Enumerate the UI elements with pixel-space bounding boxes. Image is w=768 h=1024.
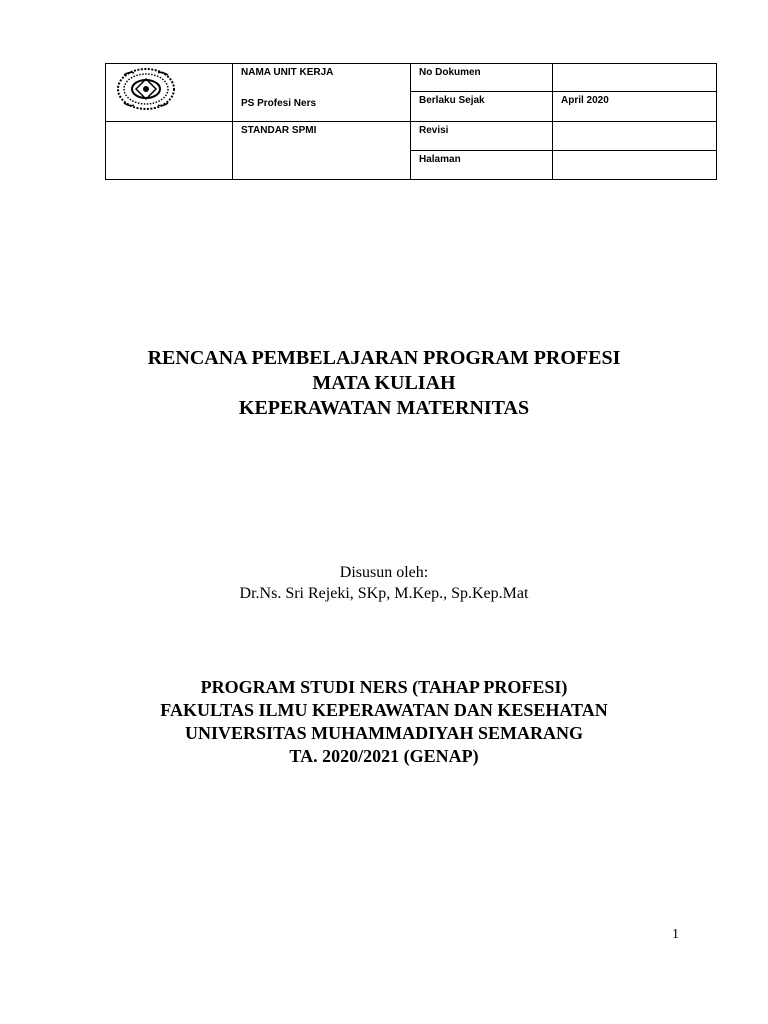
author-block [0,562,768,604]
institution-line-2: FAKULTAS ILMU KEPERAWATAN DAN KESEHATAN [160,700,608,720]
document-title [0,346,768,421]
author-name: Dr.Ns. Sri Rejeki, SKp, M.Kep., Sp.Kep.Mat [239,585,529,602]
author-label: Disusun oleh: [339,564,429,581]
row-value-halaman [553,150,717,179]
unit-cell [233,64,411,122]
row-value-revisi [553,122,717,150]
row-value-berlaku-sejak: April 2020 [553,92,717,122]
title-line-3: KEPERAWATAN MATERNITAS [238,397,530,419]
row-value-no-dokumen [553,64,717,92]
title-line-2: MATA KULIAH [312,372,456,394]
row-label-halaman: Halaman [411,150,553,179]
title-line-1: RENCANA PEMBELAJARAN PROGRAM PROFESI [147,347,621,369]
institution-line-3: UNIVERSITAS MUHAMMADIYAH SEMARANG [184,723,584,743]
logo-cell [106,64,233,122]
unit-label: NAMA UNIT KERJA [241,67,334,78]
institution-block [0,676,768,768]
row-label-no-dokumen: No Dokumen [411,64,553,92]
university-seal-icon [114,65,178,113]
standard-cell: STANDAR SPMI [233,122,411,180]
logo-cell-bottom [106,122,233,180]
page-number: 1 [672,927,679,942]
institution-line-1: PROGRAM STUDI NERS (TAHAP PROFESI) [200,677,568,697]
institution-line-4: TA. 2020/2021 (GENAP) [289,746,479,766]
row-label-revisi: Revisi [411,122,553,150]
document-header-table [105,63,717,180]
unit-name: PS Profesi Ners [241,98,317,109]
row-label-berlaku-sejak: Berlaku Sejak [411,92,553,122]
